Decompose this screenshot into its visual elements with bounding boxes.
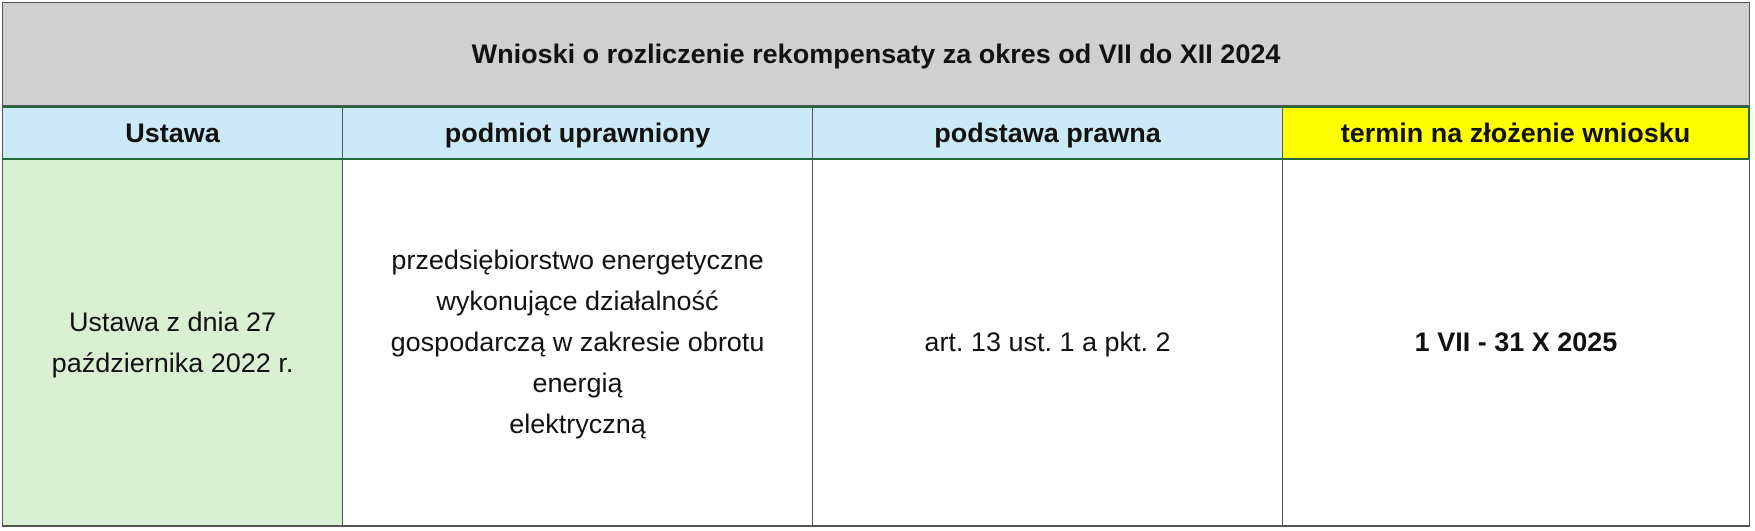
cell-podmiot-line: gospodarczą w zakresie obrotu bbox=[390, 327, 765, 357]
cell-ustawa-line: października 2022 r. bbox=[51, 347, 294, 378]
cell-podmiot bbox=[342, 160, 812, 527]
cell-ustawa bbox=[2, 160, 342, 527]
cell-podstawa-text: art. 13 ust. 1 a pkt. 2 bbox=[924, 327, 1171, 357]
header-podstawa-prawna: podstawa prawna bbox=[812, 106, 1282, 160]
cell-podmiot-line: przedsiębiorstwo energetyczne bbox=[391, 245, 764, 275]
header-ustawa: Ustawa bbox=[2, 106, 342, 160]
header-termin: termin na złożenie wniosku bbox=[1282, 106, 1750, 160]
header-podmiot-uprawniony: podmiot uprawniony bbox=[342, 106, 812, 160]
cell-podmiot-line: wykonujące działalność bbox=[436, 286, 719, 316]
table-title: Wnioski o rozliczenie rekompensaty za okres od VII do XII 2024 bbox=[2, 2, 1750, 106]
cell-podmiot-line: elektryczną bbox=[509, 409, 646, 439]
cell-termin-text: 1 VII - 31 X 2025 bbox=[1414, 327, 1618, 357]
cell-podstawa bbox=[812, 160, 1282, 527]
cell-termin bbox=[1282, 160, 1750, 527]
cell-podmiot-line: energią bbox=[532, 368, 623, 398]
cell-ustawa-line: Ustawa z dnia 27 bbox=[68, 306, 277, 337]
